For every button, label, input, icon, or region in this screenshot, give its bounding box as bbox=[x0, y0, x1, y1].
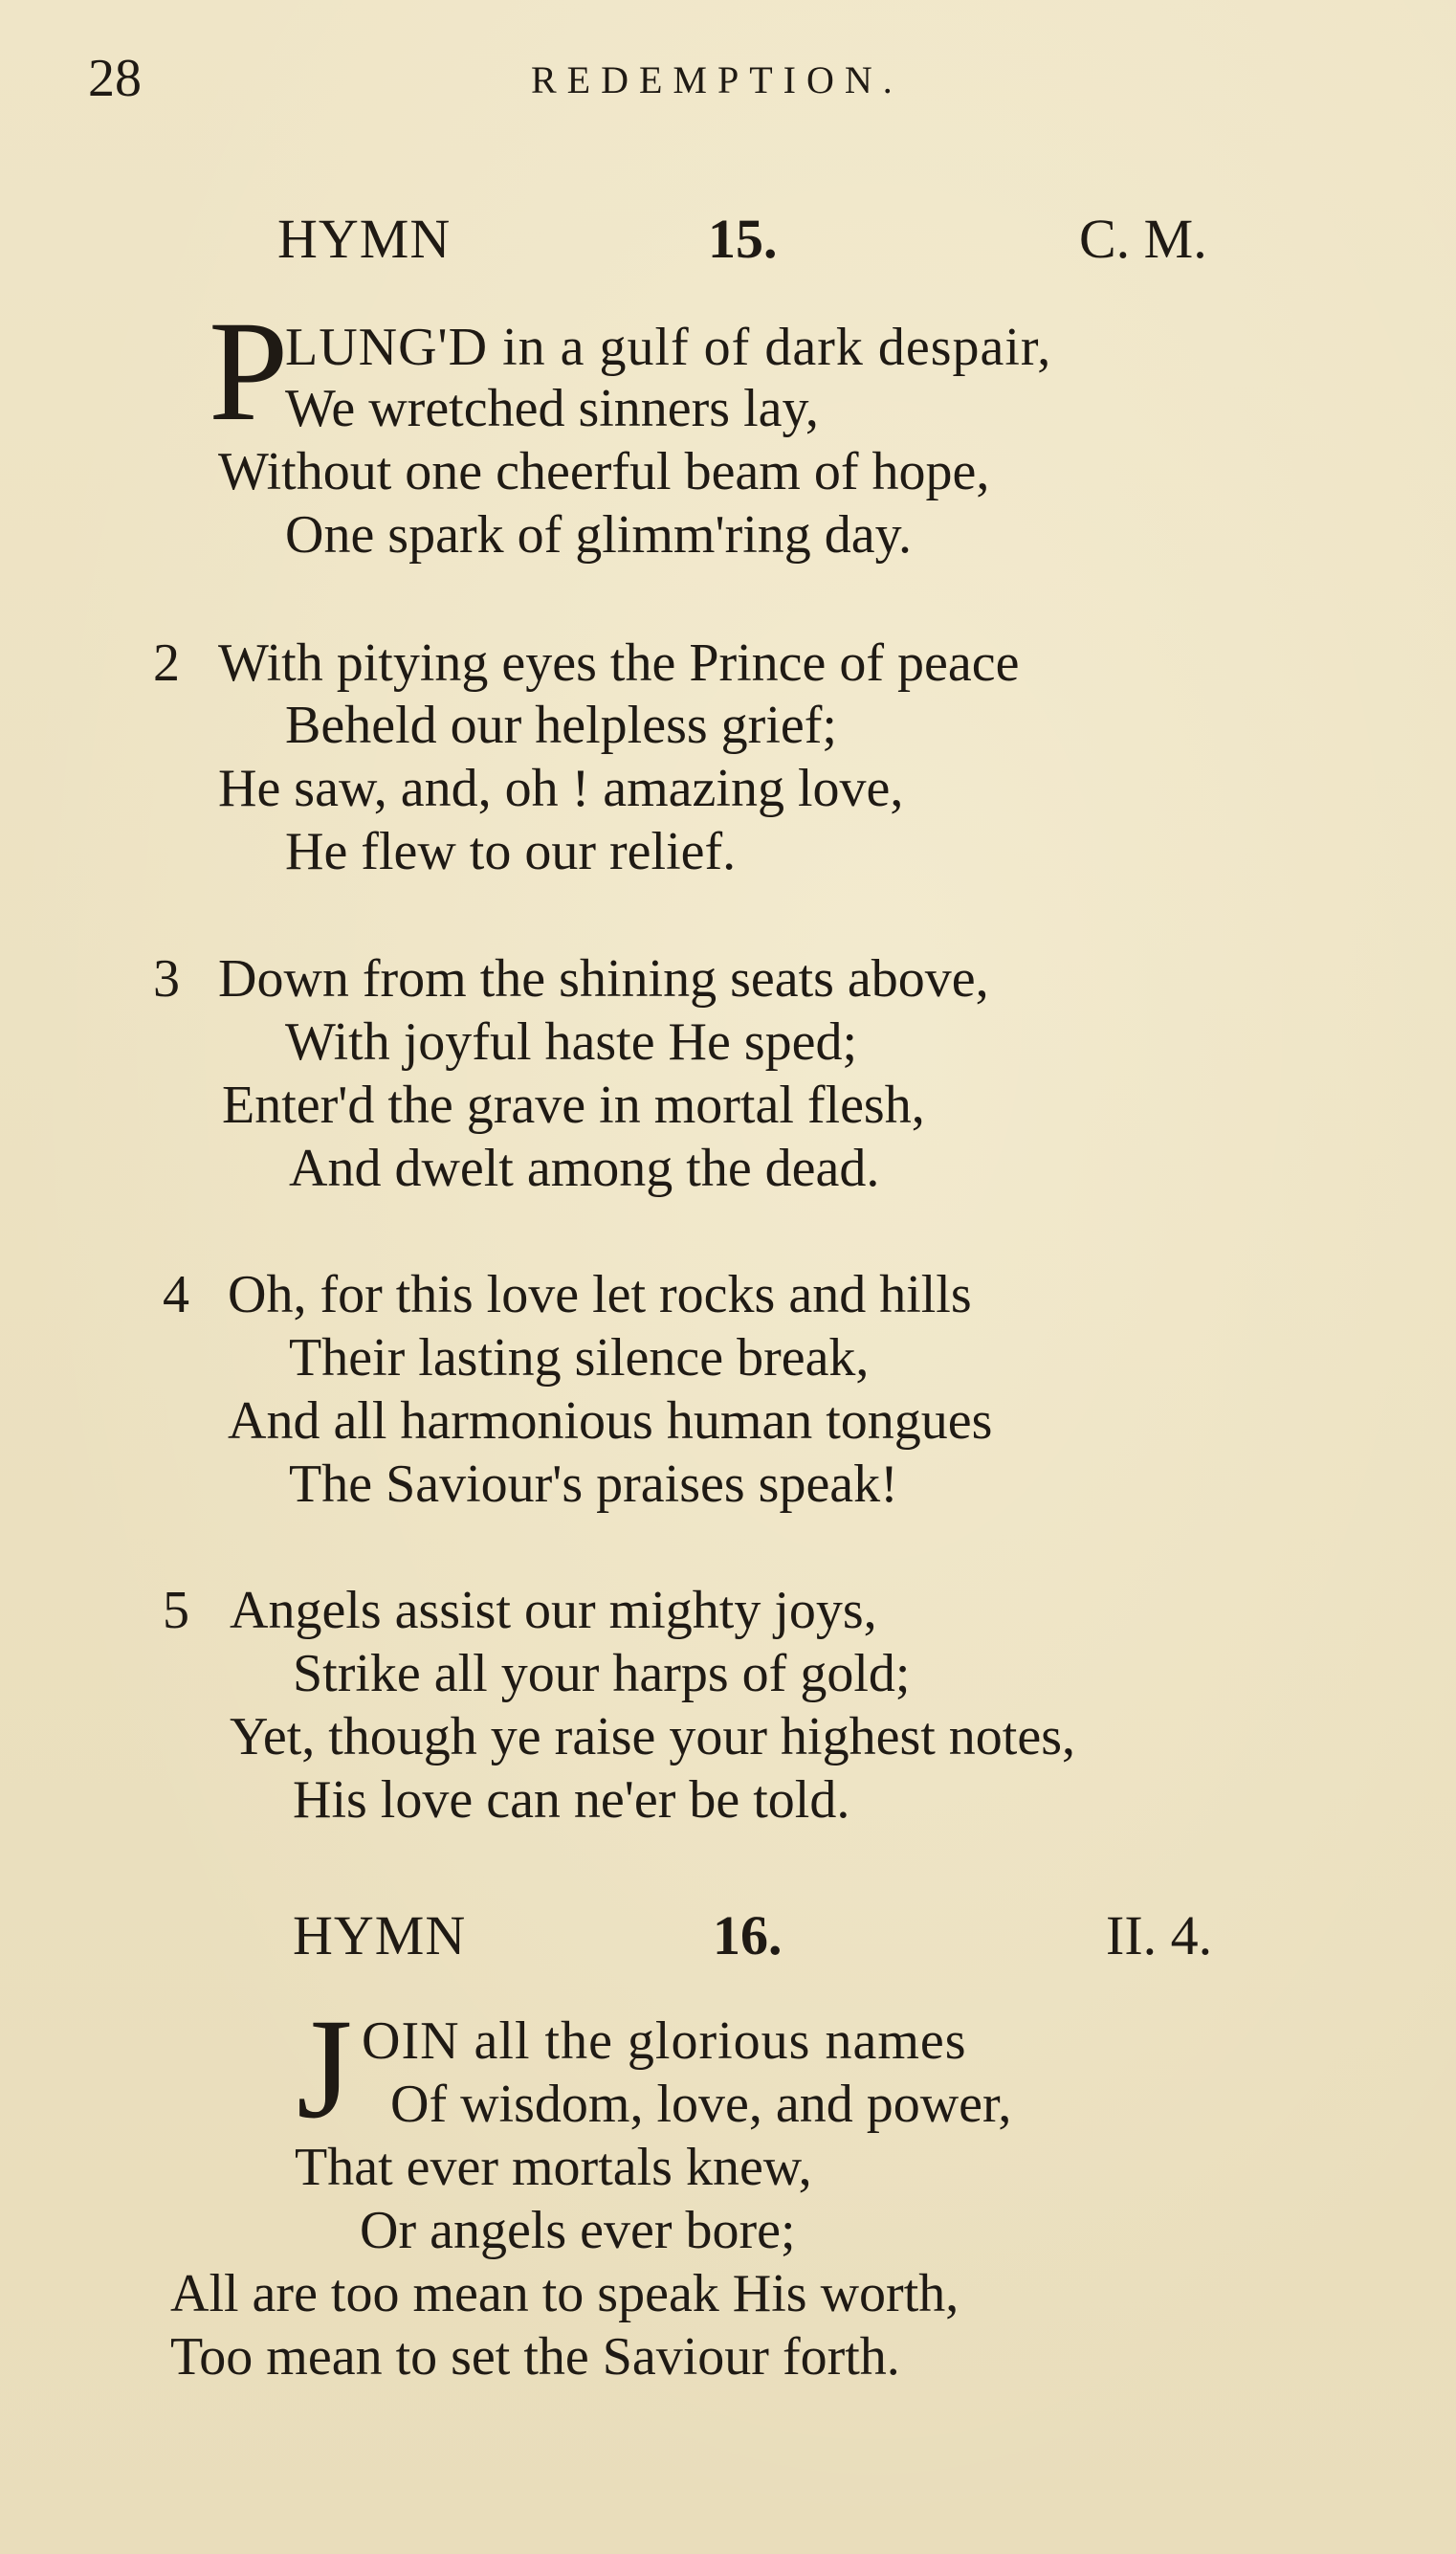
verse-line: His love can ne'er be told. bbox=[293, 1770, 850, 1830]
verse-line: Angels assist our mighty joys, bbox=[230, 1581, 877, 1640]
verse-line: One spark of glimm'ring day. bbox=[285, 505, 912, 565]
verse-line: Without one cheerful beam of hope, bbox=[218, 442, 990, 501]
verse-line: OIN all the glorious names bbox=[362, 2011, 967, 2071]
stanza-number: 5 bbox=[163, 1581, 189, 1640]
verse-line: Oh, for this love let rocks and hills bbox=[228, 1265, 972, 1324]
verse-line: He saw, and, oh ! amazing love, bbox=[218, 759, 904, 818]
verse-line: Their lasting silence break, bbox=[289, 1328, 870, 1388]
hymn-heading bbox=[0, 1902, 1456, 1969]
verse-line: Enter'd the grave in mortal flesh, bbox=[222, 1076, 925, 1135]
verse-line: The Saviour's praises speak! bbox=[289, 1455, 898, 1514]
verse-line: Down from the shining seats above, bbox=[218, 949, 989, 1009]
stanza-number: 4 bbox=[163, 1265, 189, 1324]
verse-line: Beheld our helpless grief; bbox=[285, 696, 837, 755]
verse-line: We wretched sinners lay, bbox=[285, 379, 819, 438]
verse-line: With pitying eyes the Prince of peace bbox=[218, 633, 1020, 693]
verse-line: He flew to our relief. bbox=[285, 822, 737, 881]
hymn-meter: C. M. bbox=[1079, 208, 1207, 270]
verse-line: And dwelt among the dead. bbox=[289, 1139, 880, 1198]
verse-line: And all harmonious human tongues bbox=[228, 1391, 993, 1451]
verse-line: All are too mean to speak His worth, bbox=[170, 2264, 960, 2323]
verse-line: LUNG'D in a gulf of dark despair, bbox=[285, 318, 1052, 377]
drop-cap: P bbox=[209, 292, 289, 451]
verse-line: Of wisdom, love, and power, bbox=[390, 2075, 1012, 2134]
running-title: REDEMPTION. bbox=[531, 58, 903, 101]
hymn-word: HYMN bbox=[293, 1904, 467, 1966]
verse-line: Yet, though ye raise your highest notes, bbox=[230, 1707, 1075, 1766]
hymn-number: 15. bbox=[708, 208, 778, 270]
running-head bbox=[0, 50, 1456, 107]
verse-line: Too mean to set the Saviour forth. bbox=[170, 2327, 900, 2387]
verse-line: That ever mortals knew, bbox=[295, 2138, 812, 2197]
verse-line: Strike all your harps of gold; bbox=[293, 1644, 911, 1703]
hymn-heading bbox=[0, 206, 1456, 273]
stanza-number: 3 bbox=[153, 949, 180, 1009]
drop-cap: J bbox=[297, 1989, 353, 2148]
hymn-number: 16. bbox=[713, 1904, 783, 1966]
verse-line: Or angels ever bore; bbox=[360, 2201, 796, 2260]
hymn-meter: II. 4. bbox=[1106, 1904, 1213, 1966]
stanza-number: 2 bbox=[153, 633, 180, 693]
verse-line: With joyful haste He sped; bbox=[285, 1012, 858, 1072]
hymn-word: HYMN bbox=[277, 208, 452, 270]
page-number: 28 bbox=[88, 49, 142, 108]
